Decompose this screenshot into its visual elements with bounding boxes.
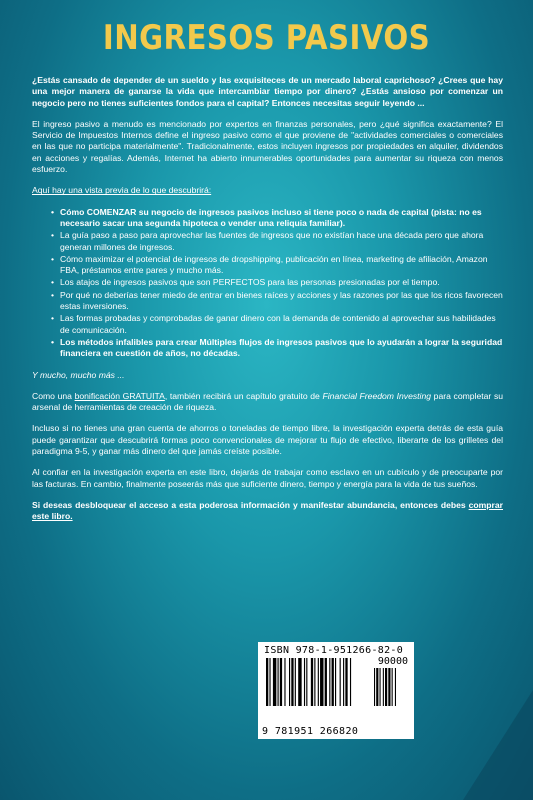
list-item: • Cómo maximizar el potencial de ingresos de dropshipping, publicación en línea, marketing de afiliación, Amazon FBA, préstamos entre pares y mucho más. <box>52 254 503 277</box>
bonus-text-post: para completar su arsenal de herramientas de creación de riqueza. <box>32 390 504 413</box>
barcode-digits: 9 781951 266820 <box>262 726 359 737</box>
cta-text: Si deseas desbloquear el acceso a esta poderosa información y manifestar abundancia, entonces debes <box>32 499 469 510</box>
corner-triangle <box>463 690 533 800</box>
bonus-text-mid: , también recibirá un capítulo gratuito de <box>164 390 323 401</box>
list-item: • Los métodos infalibles para crear Múltiples flujos de ingresos pasivos que lo ayudarán a lograr la seguridad financiera en cuestión de años, no décadas. <box>52 337 503 360</box>
bonus-link[interactable]: bonificación GRATUITA <box>74 390 165 401</box>
cta-paragraph <box>32 500 503 523</box>
bonus-book-title: Financial Freedom Investing <box>322 390 432 401</box>
buy-link[interactable]: comprar este libro. <box>32 499 503 522</box>
preview-list <box>32 207 503 360</box>
price-code: 90000 <box>377 656 408 667</box>
bonus-paragraph <box>32 391 503 414</box>
barcode-bars <box>264 658 408 724</box>
list-item: • La guía paso a paso para aprovechar las fuentes de ingresos que no existían hace una década pero que ahora generan millones de ingresos. <box>52 230 503 253</box>
benefits-paragraph: Incluso si no tienes una gran cuenta de ahorros o toneladas de tiempo libre, la investigación experta detrás de esta guía puede garantizar que descubrirá formas poco convencionales de mejorar tu flujo de efectivo, liberarte de los grilletes del paradigma 9-5, y ganar más dinero del que jamás creíste posible. <box>32 423 503 457</box>
isbn-label: ISBN 978-1-951266-82-0 <box>264 645 404 656</box>
list-item: • Los atajos de ingresos pasivos que son PERFECTOS para las personas presionadas por el tiempo. <box>52 277 503 288</box>
list-item: • Las formas probadas y comprobadas de ganar dinero con la demanda de contenido al aprovechar sus habilidades de comunicación. <box>52 313 503 336</box>
definition-paragraph: El ingreso pasivo a menudo es mencionado por expertos en finanzas personales, pero ¿qué significa exactamente? El Servicio de Impuestos Internos define el ingreso pasivo como el que proviene de "actividades comerciales o comerciales en las que no participa materialmente". Tradicionalmente, estos incluyen ingresos por propiedades en alquiler, dividendos en acciones y regalías. Además, Internet ha abierto innumerables oportunidades para aumentar su riqueza con menos esfuerzo. <box>32 118 503 175</box>
list-item: • Por qué no deberías tener miedo de entrar en bienes raíces y acciones y las razones por las que los ricos favorecen estas inversiones. <box>52 290 503 313</box>
more-text: Y mucho, mucho más ... <box>32 369 125 380</box>
preview-heading: Aquí hay una vista previa de lo que descubrirá: <box>32 185 212 196</box>
cover-text <box>32 75 503 533</box>
outcome-paragraph: Al confiar en la investigación experta en este libro, dejarás de trabajar como esclavo en un cubículo y de preocuparte por las facturas. En cambio, finalmente poseerás más que suficiente dinero, tiempo y energía para la vida de tus sueños. <box>32 467 503 489</box>
bonus-text-pre: Como una <box>32 390 75 401</box>
isbn-barcode <box>258 642 414 739</box>
list-item: • Cómo COMENZAR su negocio de ingresos pasivos incluso si tiene poco o nada de capital (pista: no es necesario sacar una segunda hipoteca o vender una reliquia familiar). <box>52 207 503 230</box>
intro-paragraph: ¿Estás cansado de depender de un sueldo y las exquisiteces de un mercado laboral caprichoso? ¿Crees que hay una mejor manera de ganarse la vida que intercambiar tiempo por dinero? ¿Estás ansioso por comenzar un negocio pero no tienes suficientes fondos para el capital? Entonces necesitas seguir leyendo ... <box>32 75 503 108</box>
book-title: INGRESOS PASIVOS <box>102 18 431 58</box>
